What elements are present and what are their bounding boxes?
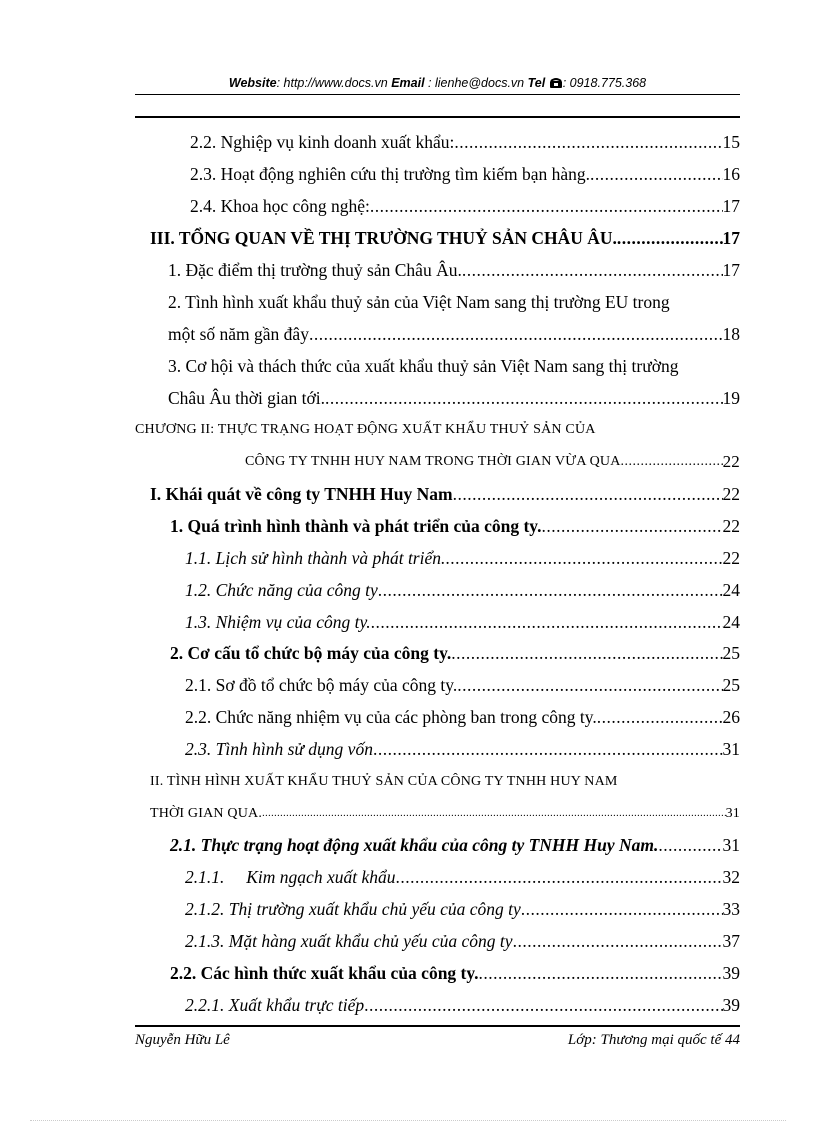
toc-entry[interactable]: Châu Âu thời gian tới. ..... 19 [135,383,740,415]
footer-divider [135,1025,740,1027]
toc-entry-line1[interactable]: 2. Tình hình xuất khẩu thuỷ sản của Việt Nam sang thị trường EU trong [168,292,670,313]
website-value: : http://www.docs.vn [276,76,392,90]
toc-entry-subsection[interactable]: 2.2. Các hình thức xuất khẩu của công ty. ..... 39 [135,957,740,989]
toc-entry[interactable]: 2.3. Tình hình sử dụng vốn ..... 31 [135,734,740,766]
table-of-contents [135,127,740,1021]
toc-section[interactable]: THỜI GIAN QUA. ..... 31 [135,798,740,830]
tel-value: : 0918.775.368 [562,76,647,90]
footer-class: Lớp: Thương mại quốc tế 44 [567,1032,740,1048]
toc-entry-subsection[interactable]: 2.1. Thực trạng hoạt động xuất khẩu của công ty TNHH Huy Nam. ..... 31 [135,830,740,862]
toc-entry[interactable]: 2.2.1. Xuất khẩu trực tiếp ..... 39 [135,989,740,1021]
toc-entry[interactable]: 1. Đặc điểm thị trường thuỷ sản Châu Âu. ..... 17 [135,255,740,287]
toc-entry[interactable]: một số năm gần đây ..... 18 [135,319,740,351]
page-footer [135,1032,740,1049]
toc-entry[interactable]: 2.1.1. Kim ngạch xuất khẩu ..... 32 [135,862,740,894]
header-rule [135,94,740,95]
toc-entry-subsection[interactable]: 1. Quá trình hình thành và phát triển của công ty. ..... 22 [135,510,740,542]
footer-author: Nguyễn Hữu Lê [135,1032,230,1048]
page-edge [30,1120,786,1121]
toc-entry[interactable]: 1.1. Lịch sử hình thành và phát triển. ..... 22 [135,542,740,574]
website-label: Website [228,76,277,90]
toc-entry[interactable]: 2.2. Nghiệp vụ kinh doanh xuất khẩu: ..... 15 [135,127,740,159]
toc-entry-line1[interactable]: 3. Cơ hội và thách thức của xuất khẩu thuỷ sản Việt Nam sang thị trường [168,356,679,377]
toc-entry[interactable]: 2.1.2. Thị trường xuất khẩu chủ yếu của công ty ..... 33 [135,894,740,926]
phone-icon [549,77,563,92]
header-divider [135,116,740,118]
toc-entry[interactable]: 2.1.3. Mặt hàng xuất khẩu chủ yếu của công ty ..... 37 [135,925,740,957]
toc-entry[interactable]: 2.2. Chức năng nhiệm vụ của các phòng ban trong công ty. ..... 26 [135,702,740,734]
toc-entry[interactable]: 2.1. Sơ đồ tổ chức bộ máy của công ty. ..... 25 [135,670,740,702]
toc-section-line1[interactable]: II. TÌNH HÌNH XUẤT KHẨU THUỶ SẢN CỦA CÔNG TY TNHH HUY NAM [150,773,618,789]
toc-entry[interactable]: 1.3. Nhiệm vụ của công ty. ..... 24 [135,606,740,638]
toc-entry-section[interactable]: I. Khái quát về công ty TNHH Huy Nam ..... 22 [135,478,740,510]
tel-label: Tel [527,76,546,90]
toc-entry[interactable]: 2.4. Khoa học công nghệ: ..... 17 [135,191,740,223]
email-label: Email [391,76,425,90]
toc-chapter-line1[interactable]: CHƯƠNG II: THỰC TRẠNG HOẠT ĐỘNG XUẤT KHẨU THUỶ SẢN CỦA [135,422,596,438]
toc-entry-subsection[interactable]: 2. Cơ cấu tổ chức bộ máy của công ty. ..... 25 [135,638,740,670]
email-value: : lienhe@docs.vn [424,76,528,90]
toc-entry[interactable]: 1.2. Chức năng của công ty ..... 24 [135,574,740,606]
page-header [135,76,740,92]
toc-entry[interactable]: 2.3. Hoạt động nghiên cứu thị trường tìm kiếm bạn hàng. ..... 16 [135,159,740,191]
toc-chapter[interactable]: CÔNG TY TNHH HUY NAM TRONG THỜI GIAN VỪA QUA ..... 22 [135,446,740,478]
toc-entry-section[interactable]: III. TỔNG QUAN VỀ THỊ TRƯỜNG THUỶ SẢN CHÂU ÂU. ..... 17 [135,223,740,255]
